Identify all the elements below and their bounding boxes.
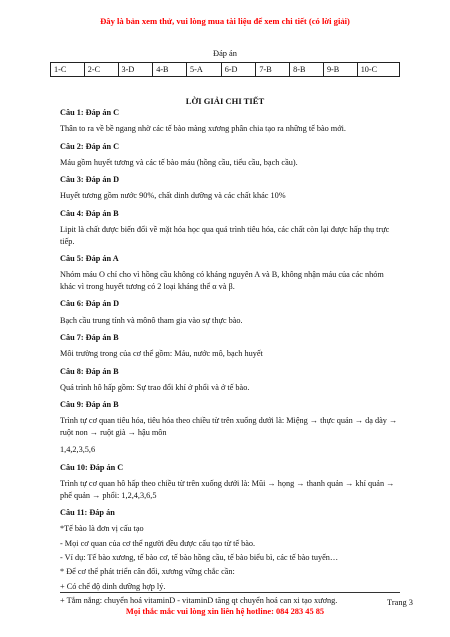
question-label: Câu 11: Đáp án <box>60 508 115 518</box>
footer-divider <box>60 592 400 593</box>
question-explanation: *Tế bào là đơn vị cấu tạo <box>60 524 144 534</box>
question-explanation: Quá trình hô hấp gồm: Sự trao đổi khí ở phổi và ở tế bào. <box>60 382 250 392</box>
question-explanation: - Mọi cơ quan của cơ thể người đều được cấu tạo từ tế bào. <box>60 538 256 548</box>
question-explanation: + Có chế độ dinh dưỡng hợp lý. <box>60 581 166 591</box>
preview-notice: Đây là bản xem thử, vui lòng mua tài liệu để xem chi tiết (có lời giải) <box>100 16 350 26</box>
answer-cell: 2-C <box>84 63 118 77</box>
question-explanation: 1,4,2,3,5,6 <box>60 445 96 455</box>
question-explanation: * Để cơ thể phát triển cân đối, xương vững chắc cần: <box>60 567 235 577</box>
question-explanation: Trình tự cơ quan tiêu hóa, tiêu hóa theo chiều từ trên xuống dưới là: Miệng → thực quản → dạ dày → ruột non → ruột già → hậu môn <box>60 416 398 438</box>
question-label: Câu 6: Đáp án D <box>60 299 120 309</box>
page-number: Trang 3 <box>387 598 413 607</box>
answer-cell: 8-B <box>290 63 324 77</box>
answer-cell: 10-C <box>357 63 399 77</box>
answer-key-table <box>50 62 400 77</box>
question-label: Câu 4: Đáp án B <box>60 208 119 218</box>
answer-cell: 3-D <box>118 63 153 77</box>
question-label: Câu 8: Đáp án B <box>60 366 119 376</box>
question-explanation: Thân to ra về bề ngang nhờ các tế bào màng xương phân chia tạo ra những tế bào mới. <box>60 124 346 134</box>
answer-key-title: Đáp án <box>213 49 237 58</box>
question-explanation: Lipit là chất được biến đổi về mặt hóa học qua quá trình tiêu hóa, các chất còn lại được hấp thụ trực tiếp. <box>60 225 390 246</box>
answer-cell: 4-B <box>153 63 187 77</box>
question-label: Câu 10: Đáp án C <box>60 462 124 472</box>
question-explanation: Bạch cầu trung tính và mônô tham gia vào sự thực bào. <box>60 315 243 325</box>
question-label: Câu 7: Đáp án B <box>60 332 119 342</box>
answer-cell: 7-B <box>256 63 290 77</box>
answer-key-row <box>51 63 400 77</box>
question-explanation: Trình tự cơ quan hô hấp theo chiều từ trên xuống dưới là: Mũi → họng → thanh quản → khí quản → phế quản → phổi: 1,2,4,3,6,5 <box>60 479 395 500</box>
question-label: Câu 3: Đáp án D <box>60 175 120 185</box>
question-explanation: - Ví dụ: Tế bào xương, tế bào cơ, tế bào hồng cầu, tế bào biểu bì, các tế bào tuyến… <box>60 552 339 562</box>
question-explanation: Máu gồm huyết tương và các tế bào máu (hồng cầu, tiểu cầu, bạch cầu). <box>60 157 298 167</box>
question-label: Câu 1: Đáp án C <box>60 108 120 117</box>
answer-cell: 9-B <box>323 63 357 77</box>
hotline-notice: Mọi thắc mắc vui lòng xin liên hệ hotline: 084 283 45 85 <box>125 607 325 616</box>
solution-title: LỜI GIẢI CHI TIẾT <box>185 96 265 106</box>
question-explanation: Môi trường trong của cơ thể gồm: Máu, nước mô, bạch huyết <box>60 349 263 359</box>
question-explanation: Huyết tương gồm nước 90%, chất dinh dưỡng và các chất khác 10% <box>60 191 286 201</box>
answer-cell: 5-A <box>187 63 222 77</box>
answer-cell: 1-C <box>51 63 85 77</box>
question-label: Câu 9: Đáp án B <box>60 400 119 410</box>
question-explanation: + Tắm nắng: chuyển hoá vitaminD - vitaminD tăng qt chuyển hoá can xi tạo xương. <box>60 595 338 605</box>
question-label: Câu 5: Đáp án A <box>60 254 119 264</box>
question-label: Câu 2: Đáp án C <box>60 141 120 151</box>
question-explanation: Nhóm máu O chỉ cho vì hồng cầu không có kháng nguyên A và B, không nhận máu của các nhóm khác vì trong huyết tương có 2 loại kháng thể α và β. <box>60 270 384 292</box>
solutions-body <box>60 107 400 609</box>
answer-cell: 6-D <box>221 63 256 77</box>
